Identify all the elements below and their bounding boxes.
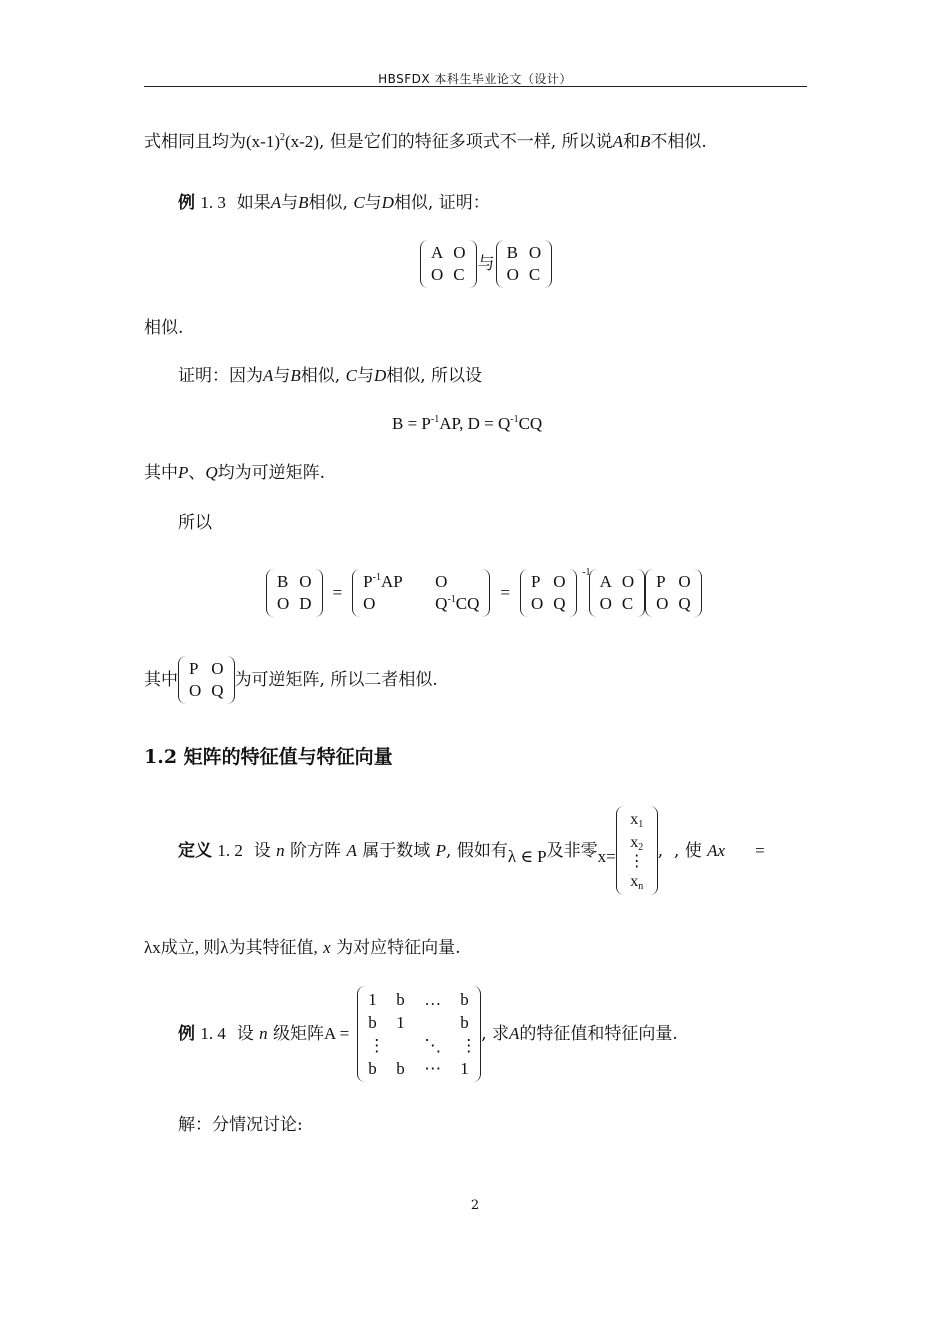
text-invertible: 其中P、Q均为可逆矩阵.: [144, 463, 326, 483]
display-similar-matrices: [420, 240, 552, 288]
definition-1-2: 定义 1. 2 设 n 阶方阵 A 属于数域 P , 假如有 λ ∈ P 及非零 x= $x_1$ $x_2$ ⋮ $x_n$ , , 使 Ax =: [178, 806, 765, 895]
text: 式相同且均为: [144, 132, 246, 152]
matrix-conjugated: $P^{-1}AP$ O O $Q^{-1}CQ$: [352, 569, 490, 617]
page-header: HBSFDX 本科生毕业论文（设计）: [378, 72, 572, 86]
matrix-POOQ-inverse: P O O Q -1: [520, 569, 577, 617]
matrix-AOOC-2: A O O C: [589, 569, 646, 617]
example-1-4: 例 1. 4 设 n 级矩阵 A = 1 b … b b 1 b ⋮ ⋱ ⋮ b b ⋯ 1 , 求 A 的特征值和特征向量.: [178, 986, 678, 1082]
lambda-in-P: λ ∈ P: [507, 846, 547, 866]
page-number: 2: [470, 1198, 480, 1213]
text-similar: 相似.: [144, 318, 184, 338]
matrix-BOOD: B O O D: [266, 569, 323, 617]
text: 不相似.: [650, 132, 707, 152]
example-1-3: 例 1. 3 如果A与B相似, C与D相似, 证明：: [178, 193, 490, 213]
text: 与: [477, 254, 495, 274]
display-block-equation: B O O D = $P^{-1}AP$ O O $Q^{-1}CQ$ = P O O Q -1 A O O C P O O Q: [266, 569, 702, 617]
text: 和: [622, 132, 640, 152]
section-heading: 1.2 矩阵的特征值与特征向量: [144, 746, 393, 768]
matrix-POOQ-inline: P O O Q: [178, 656, 235, 704]
header-rule: [144, 86, 807, 87]
symbol-B: B: [639, 132, 651, 151]
matrix-A-nxn: 1 b … b b 1 b ⋮ ⋱ ⋮ b b ⋯ 1: [357, 986, 481, 1082]
proof-intro: 证明：因为A与B相似, C与D相似, 所以设: [178, 366, 483, 386]
text-therefore: 所以: [178, 513, 212, 533]
matrix-BOOC: B O O C: [496, 240, 553, 288]
definition-label: 定义: [178, 840, 212, 861]
definition-1-2-continued: λx成立, 则λ为其特征值, x 为对应特征向量.: [144, 938, 461, 958]
conclusion: 其中 P O O Q 为可逆矩阵, 所以二者相似.: [144, 656, 438, 704]
example-label: 例: [178, 193, 195, 213]
vector-x: $x_1$ $x_2$ ⋮ $x_n$: [616, 806, 658, 895]
example-number: 1. 3: [200, 193, 226, 212]
equation-similarity: $B = P^{-1}AP$, $D = Q^{-1}CQ$: [392, 414, 543, 433]
text: , 但是它们的特征多项式不一样, 所以说: [318, 132, 613, 152]
paragraph-continuation: [144, 131, 707, 153]
poly-factor: $(x-1)^2(x-2)$: [246, 132, 319, 151]
solution-intro: 解：分情况讨论:: [178, 1115, 303, 1135]
example-label: 例: [178, 1024, 195, 1044]
matrix-AOOC: A O O C: [420, 240, 477, 288]
symbol-A: A: [612, 132, 623, 151]
matrix-POOQ: P O O Q: [645, 569, 702, 617]
